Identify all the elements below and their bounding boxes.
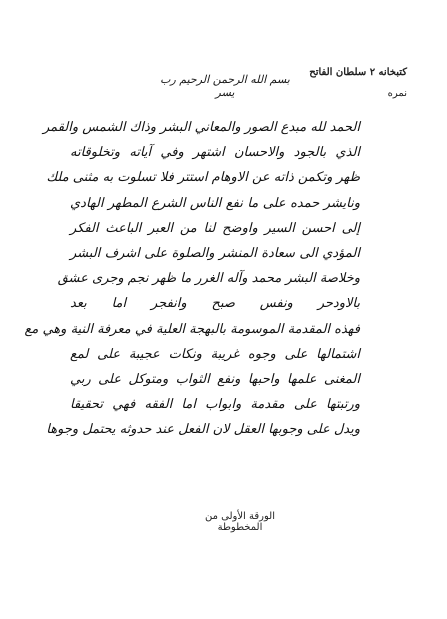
basmala-heading: بسم الله الرحمن الرحيم رب يسر	[160, 73, 290, 99]
library-note-line-1: كتبخانه ٢ سلطان الفاتح	[309, 67, 407, 78]
manuscript-line-9: فهذه المقدمة الموسومة بالبهجة العلية في معرفة النية وهي مع	[24, 321, 360, 337]
manuscript-line-4: ونايشر حمده على ما نفع الناس الشرع المطهر الهادي	[70, 195, 360, 211]
manuscript-line-2: الذي بالجود والاحسان اشتهر وفي آياته وتخلوقاته	[70, 145, 360, 161]
manuscript-line-11: المغنى علمها واحبها ونفع الثواب ومتوكل على ربي	[70, 371, 360, 387]
manuscript-body	[24, 115, 360, 442]
manuscript-line-3: ظهر وتكمن ذاته عن الاوهام استتر فلا تسلوت به مثنى ملك	[46, 170, 360, 186]
manuscript-line-10: اشتمالها على وجوه غريبة ونكات عجيبة على لمع	[70, 346, 360, 362]
manuscript-line-12: ورتبتها على مقدمة وابواب اما الفقه فهي تحقيقا	[70, 397, 360, 413]
manuscript-line-1: الحمد لله مبدع الصور والمعاني البشر وذاك الشمس والقمر	[43, 120, 360, 135]
manuscript-line-5: إلى احسن السير واوضح لنا من العبر الباعث الفكر	[70, 220, 360, 236]
manuscript-line-8: بالاودحر ونفس صبح وانفجر اما بعد	[70, 296, 360, 312]
library-note-line-2: نمره	[387, 88, 407, 99]
manuscript-line-6: المؤدي الى سعادة المنشر والصلوة على اشرف البشر	[70, 245, 360, 261]
manuscript-line-13: ويدل على وجوبها العقل لان الفعل عند حدوثه يحتمل وجوها	[46, 422, 360, 438]
manuscript-line-7: وخلاصة البشر محمد وآله الغرر ما ظهر نجم وجرى عشق	[57, 271, 360, 287]
library-note	[309, 67, 407, 100]
figure-caption: الورقة الأولى من المخطوطة	[205, 511, 275, 533]
